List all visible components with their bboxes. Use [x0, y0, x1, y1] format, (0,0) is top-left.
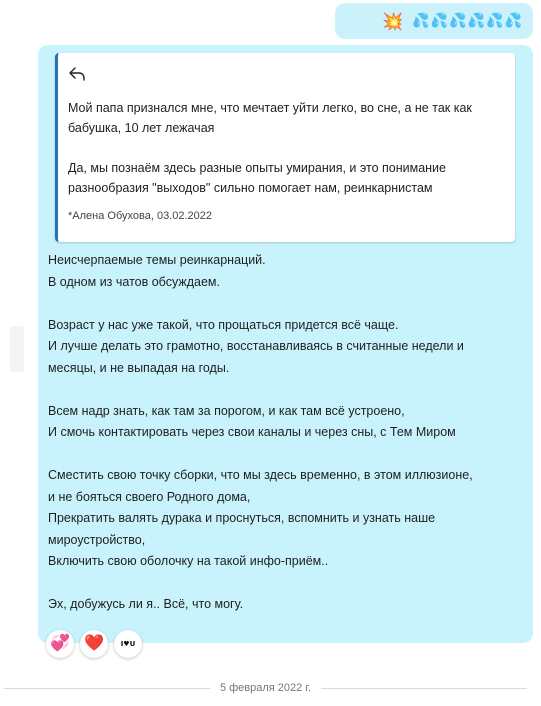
date-separator: [0, 681, 541, 695]
message-line: Возраст у нас уже такой, что прощаться придется всё чаще.: [48, 317, 399, 332]
message-line: месяцы, и не выпадая на годы.: [48, 360, 230, 375]
message-line: Прекратить валять дурака и проснуться, вспомнить и узнать наше: [48, 511, 436, 525]
reaction-i-love-you[interactable]: I♥U: [114, 630, 142, 658]
quoted-message[interactable]: [55, 53, 515, 242]
reactions-bar: [46, 630, 142, 658]
quote-line: Да, мы познаём здесь разные опыты умирания, и это понимание: [68, 161, 446, 175]
reaction-red-heart[interactable]: ❤️: [80, 630, 108, 658]
message-line: и не бояться своего Родного дома,: [48, 489, 251, 504]
message-line: В одном из чатов обсуждаем.: [48, 274, 220, 289]
quote-author: *Алена Обухова, 03.02.2022: [68, 210, 213, 222]
date-label: 5 февраля 2022 г.: [219, 682, 312, 694]
quote-line: Мой папа признался мне, что мечтает уйти легко, во сне, а не так как: [68, 101, 472, 115]
message-line: Всем надр знать, как там за порогом, и как там всё устроено,: [48, 403, 405, 418]
message-line: Неисчерпаемые темы реинкарнаций.: [48, 253, 266, 267]
message-line: мироустройство,: [48, 532, 146, 547]
message-line: Сместить свою точку сборки, что мы здесь временно, в этом иллюзионе,: [48, 468, 473, 482]
divider: [4, 688, 210, 689]
divider: [321, 688, 527, 689]
side-panel-tab[interactable]: [10, 326, 24, 372]
collision-emoji: 💥: [382, 11, 404, 31]
message-text: [48, 250, 526, 616]
quote-line: бабушка, 10 лет лежачая: [68, 121, 215, 135]
previous-message-bubble[interactable]: [335, 3, 533, 39]
quote-line: разнообразия "выходов" сильно помогает нам, реинкарнистам: [68, 181, 433, 195]
reply-icon: [68, 67, 86, 81]
sweat-droplets-emoji: 💦💦💦💦💦💦: [412, 13, 523, 29]
message-line: Включить свою оболочку на такой инфо-приём..: [48, 554, 329, 568]
message-line: И смочь контактировать через свои каналы и через сны, с Тем Миром: [48, 425, 456, 439]
message-line: Эх, добужусь ли я.. Всё, что могу.: [48, 597, 244, 611]
message-line: И лучше делать это грамотно, восстанавливаясь в считанные недели и: [48, 339, 464, 353]
reaction-hearts[interactable]: 💞: [46, 630, 74, 658]
